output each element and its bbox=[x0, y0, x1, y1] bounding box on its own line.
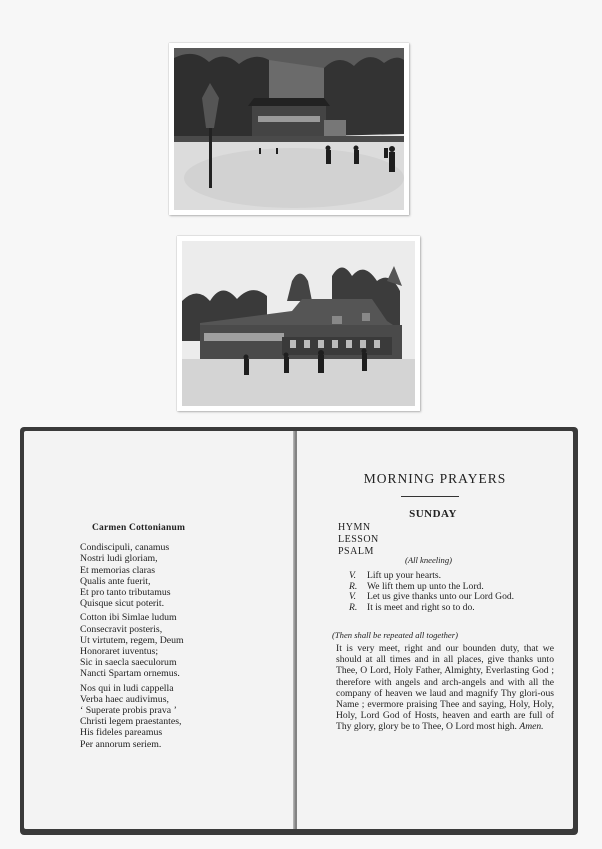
poem-line: ‘ Superate probis prava ’ bbox=[80, 705, 177, 717]
versicle-label: V. bbox=[349, 570, 357, 581]
poem-line: Per annorum seriem. bbox=[80, 738, 162, 750]
versicle-row bbox=[349, 603, 537, 614]
rubric-kneeling: (All kneeling) bbox=[405, 555, 453, 565]
poem-line: Qualis ante fuerit, bbox=[80, 575, 151, 587]
stanza-2 bbox=[80, 612, 290, 679]
poem-line: Christi legem praestantes, bbox=[80, 716, 182, 728]
order-item: PSALM bbox=[338, 546, 374, 557]
versicle-text: We lift them up unto the Lord. bbox=[367, 580, 484, 592]
day-heading: SUNDAY bbox=[409, 508, 457, 520]
versicle-text: Let us give thanks unto our Lord God. bbox=[367, 591, 515, 603]
versicle-text: It is meet and right so to do. bbox=[367, 601, 475, 613]
heading-rule bbox=[401, 496, 459, 497]
order-item: HYMN bbox=[338, 522, 371, 533]
open-prayer-book bbox=[20, 427, 578, 835]
page-heading: MORNING PRAYERS bbox=[363, 471, 507, 486]
order-of-service bbox=[338, 522, 379, 558]
poem-line: Verba haec audivimus, bbox=[80, 693, 169, 705]
poem-line: Quisque sicut poterit. bbox=[80, 598, 165, 610]
prayer-text bbox=[336, 643, 554, 733]
poem-line: Et memorias claras bbox=[80, 564, 156, 576]
poem-line: Ut virtutem, regem, Deum bbox=[80, 634, 184, 646]
school-song bbox=[80, 523, 290, 753]
right-page bbox=[297, 431, 573, 829]
order-item: LESSON bbox=[338, 534, 379, 545]
poem-line: Sic in saecla saeculorum bbox=[80, 657, 177, 669]
amen: Amen. bbox=[519, 721, 544, 733]
poem-line: His fideles pareamus bbox=[80, 727, 163, 739]
school-building-image bbox=[182, 241, 415, 406]
poem-line: Et pro tanto tributamus bbox=[80, 587, 171, 599]
poem-line: Condiscipuli, canamus bbox=[80, 542, 170, 554]
pavilion-playground-photo bbox=[169, 43, 409, 215]
versicles bbox=[349, 571, 537, 613]
left-page bbox=[24, 431, 296, 829]
stanza-1 bbox=[80, 542, 290, 609]
versicle-label: V. bbox=[349, 591, 357, 603]
pavilion-playground-image bbox=[174, 48, 404, 210]
versicle-text: Lift up your hearts. bbox=[367, 570, 442, 581]
school-building-photo bbox=[177, 236, 420, 411]
stanza-3 bbox=[80, 683, 290, 750]
poem-line: Nos qui in ludi cappella bbox=[80, 682, 174, 694]
poem-line: Cotton ibi Simlae ludum bbox=[80, 612, 177, 624]
rubric-all-together: (Then shall be repeated all together) bbox=[332, 630, 458, 640]
versicle-label: R. bbox=[349, 601, 358, 613]
poem-line: Nancti Spartam ornemus. bbox=[80, 668, 180, 680]
poem-line: Honoraret iuventus; bbox=[80, 646, 159, 658]
versicle-label: R. bbox=[349, 580, 358, 592]
poem-line: Consecravit posteris, bbox=[80, 623, 163, 635]
poem-line: Nostri ludi gloriam, bbox=[80, 553, 158, 565]
versicle-row bbox=[349, 571, 537, 582]
prayer-body: It is very meet, right and our bounden duty, that we should at all times and in all places, give thanks unto Thee, O Lord, Holy Father, Almighty, Everlasting God ; therefore with angels and arch-angels and with all the company of heaven we laud and magnify Thy glori-ous Name ; evermore praising Thee and saying, Holy, Holy, Holy, Lord God of Hosts, heaven and earth are full of Thy glory, glory be to Thee, O Lord most high. bbox=[336, 643, 554, 733]
poem-title: Carmen Cottonianum bbox=[92, 523, 186, 533]
